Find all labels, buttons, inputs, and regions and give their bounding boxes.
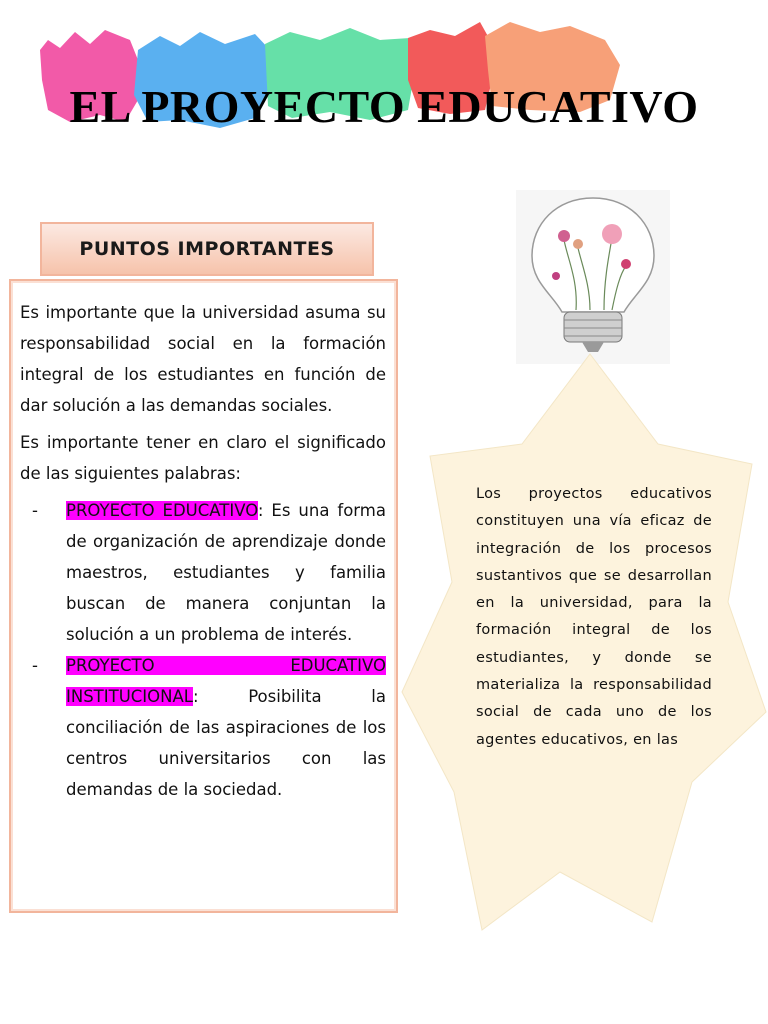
important-points-box (9, 279, 398, 913)
section-heading-box (40, 222, 374, 276)
bullet-dash: - (32, 501, 38, 520)
lightbulb-flowers-image (516, 190, 670, 364)
list-item (20, 495, 386, 650)
paragraph-responsibility: Es importante que la universidad asuma su responsabilidad social en la formación integral de los estudiantes en función de dar solución a las demandas sociales. (20, 303, 386, 415)
definition-text: : Posibilita la conciliación de las aspiraciones de los centros universitarios con las demandas de la sociedad. (66, 687, 386, 799)
page-title: EL PROYECTO EDUCATIVO (69, 81, 699, 132)
term-highlight: PROYECTO EDUCATIVO INSTITUCIONAL (66, 656, 386, 706)
star-paragraph: Los proyectos educativos constituyen una vía eficaz de integración de los procesos sustantivos que se desarrollan en la universidad, para la formación integral de los estudiantes, y donde se materializa la responsabilidad social de cada uno de los agentes educativos, en las (476, 486, 712, 748)
term-highlight: PROYECTO EDUCATIVO (66, 501, 258, 520)
definition-text: : Es una forma de organización de aprendizaje donde maestros, estudiantes y familia buscan de manera conjuntan la solución a un problema de interés. (66, 501, 386, 644)
bullet-dash: - (32, 656, 38, 675)
list-item (20, 650, 386, 805)
paragraph-meaning: Es importante tener en claro el significado de las siguientes palabras: (20, 433, 386, 483)
section-heading: PUNTOS IMPORTANTES (79, 238, 335, 260)
definitions-list (20, 495, 386, 805)
